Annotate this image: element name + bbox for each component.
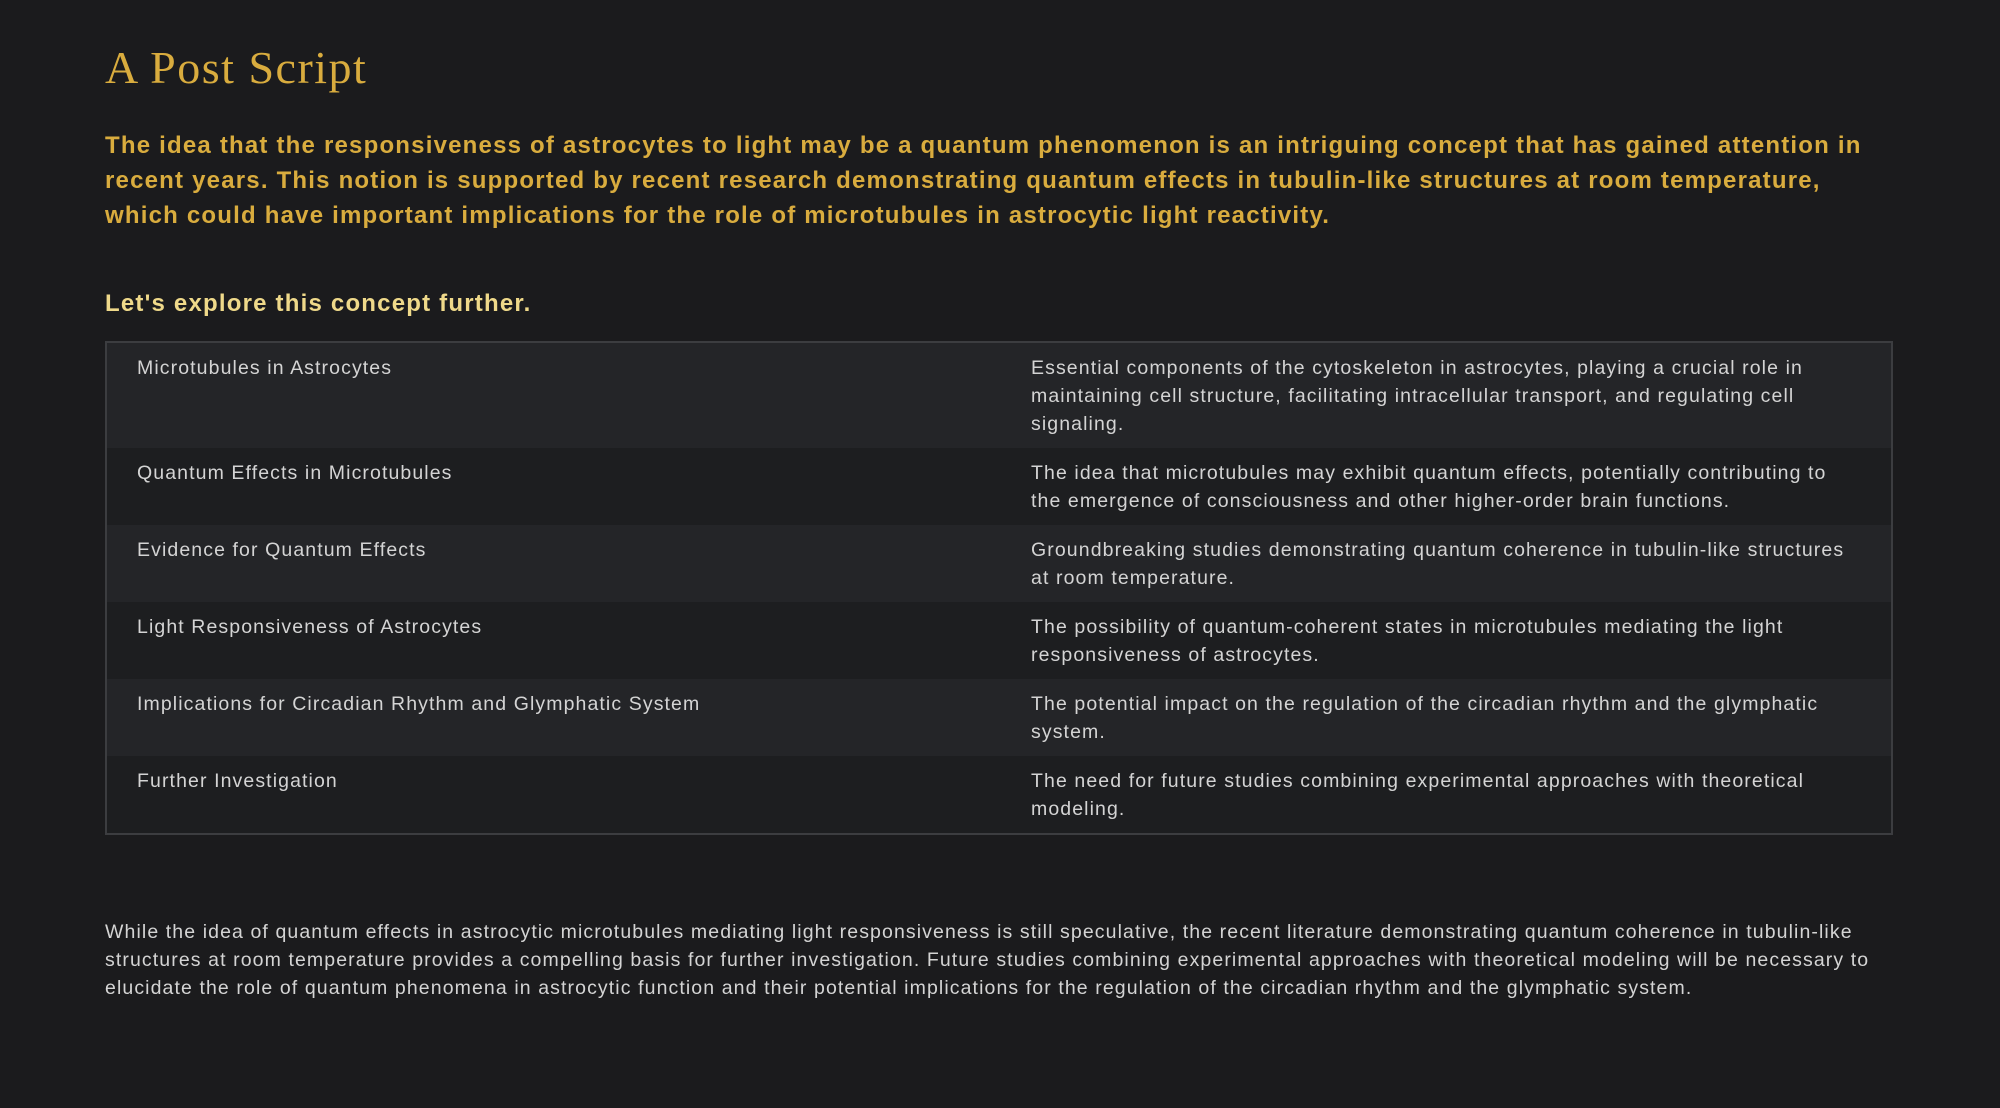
topic-cell: Quantum Effects in Microtubules — [137, 462, 453, 484]
table-row — [107, 525, 1891, 602]
table-row — [107, 343, 1891, 448]
description-cell: The potential impact on the regulation of the circadian rhythm and the glymphatic system. — [1031, 693, 1819, 743]
explore-heading: Let's explore this concept further. — [105, 290, 532, 317]
table-row — [107, 448, 1891, 525]
closing-paragraph: While the idea of quantum effects in astrocytic microtubules mediating light responsiveness is still speculative, the recent literature demonstrating quantum coherence in tubulin-like structures at room temperature provides a compelling basis for further investigation. Future studies combining experimental approaches with theoretical modeling will be necessary to elucidate the role of quantum phenomena in astrocytic function and their potential implications for the regulation of the circadian rhythm and the glymphatic system. — [105, 921, 1870, 999]
description-cell: Essential components of the cytoskeleton in astrocytes, playing a crucial role in maintaining cell structure, facilitating intracellular transport, and regulating cell signaling. — [1031, 357, 1803, 435]
topic-cell: Light Responsiveness of Astrocytes — [137, 616, 483, 638]
table-row — [107, 756, 1891, 833]
description-cell: The possibility of quantum-coherent states in microtubules mediating the light responsiveness of astrocytes. — [1031, 616, 1784, 666]
description-cell: The need for future studies combining experimental approaches with theoretical modeling. — [1031, 770, 1805, 820]
table-row — [107, 602, 1891, 679]
topic-cell: Microtubules in Astrocytes — [137, 357, 393, 379]
topic-cell: Further Investigation — [137, 770, 338, 792]
lead-paragraph: The idea that the responsiveness of astrocytes to light may be a quantum phenomenon is an intriguing concept that has gained attention in recent years. This notion is supported by recent research demonstrating quantum effects in tubulin-like structures at room temperature, which could have important implications for the role of microtubules in astrocytic light reactivity. — [105, 132, 1862, 229]
description-cell: Groundbreaking studies demonstrating quantum coherence in tubulin-like structures at room temperature. — [1031, 539, 1845, 589]
concept-table — [105, 341, 1893, 835]
page — [105, 38, 1895, 999]
table-row — [107, 679, 1891, 756]
topic-cell: Evidence for Quantum Effects — [137, 539, 427, 561]
description-cell: The idea that microtubules may exhibit quantum effects, potentially contributing to the emergence of consciousness and other higher-order brain functions. — [1031, 462, 1827, 512]
page-title: A Post Script — [105, 42, 368, 93]
topic-cell: Implications for Circadian Rhythm and Glymphatic System — [137, 693, 701, 715]
